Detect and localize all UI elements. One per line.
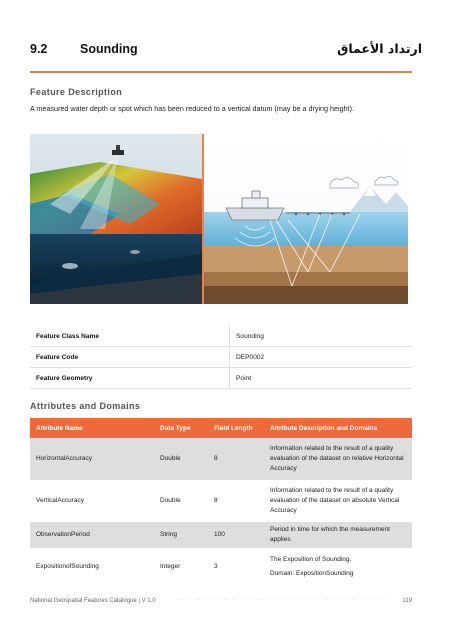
feature-geometry-label: Feature Geometry [30, 368, 230, 389]
column-header: Attribute Name [30, 418, 154, 438]
attributes-table [30, 418, 412, 586]
section-number: 9.2 [30, 42, 48, 56]
attribute-type: Double [154, 480, 208, 522]
attributes-heading: Attributes and Domains [30, 401, 141, 411]
feature-code-value: DEP0002 [230, 347, 413, 368]
feature-code-label: Feature Code [30, 347, 230, 368]
attribute-type: Integer [154, 548, 208, 586]
table-row [30, 548, 412, 586]
table-row [30, 368, 412, 389]
attribute-length: 8 [208, 438, 264, 480]
attribute-type: Double [154, 438, 208, 480]
feature-class-name-value: Sounding [230, 326, 413, 347]
attribute-type: String [154, 522, 208, 548]
attribute-name: ObservationPeriod [30, 522, 154, 548]
table-row [30, 347, 412, 368]
feature-class-table [30, 326, 412, 389]
attribute-name: ExpositionofSounding [30, 548, 154, 586]
feature-description-text: A measured water depth or spot which has been reduced to a vertical datum (may be a drying height). [30, 104, 355, 113]
attribute-description [264, 548, 412, 586]
attribute-name: VerticalAccuracy [30, 480, 154, 522]
section-arabic-title: ارتداد الأعماق [337, 41, 422, 56]
table-row [30, 522, 412, 548]
attribute-length: 100 [208, 522, 264, 548]
attribute-description: Period in time for which the measurement applies [264, 522, 412, 548]
table-header-row [30, 418, 412, 438]
footer-leader-dots: . . . . . . . . . . . . . . . . . . . . . . . . . . . . . . . . . . . . . . . . . . . . . . . . . . . [178, 596, 387, 602]
attribute-description: Information related to the result of a quality evaluation of the dataset on relative Horizontal Accuracy [264, 438, 412, 480]
feature-class-name-label: Feature Class Name [30, 326, 230, 347]
table-row [30, 326, 412, 347]
table-row [30, 438, 412, 480]
column-header: Data Type [154, 418, 208, 438]
attribute-description-line: The Exposition of Sounding. [270, 556, 352, 563]
attribute-domain-line: Domain: ExpositionSounding [270, 570, 354, 577]
column-header: Attribute Description and Domains [264, 418, 412, 438]
section-divider [30, 71, 412, 73]
table-row [30, 480, 412, 522]
footer-text: National Geospatial Features Catalogue | V 1.0 [30, 598, 156, 604]
attribute-name: HorizontalAccuracy [30, 438, 154, 480]
attribute-length: 8 [208, 480, 264, 522]
feature-geometry-value: Point [230, 368, 413, 389]
attribute-description: Information related to the result of a quality evaluation of the dataset on absolute Vertical Accuracy [264, 480, 412, 522]
page-number: 119 [402, 598, 412, 604]
sounding-illustration [30, 134, 408, 304]
attribute-length: 3 [208, 548, 264, 586]
feature-description-heading: Feature Description [30, 87, 123, 97]
section-title: Sounding [80, 42, 138, 56]
column-header: Field Length [208, 418, 264, 438]
